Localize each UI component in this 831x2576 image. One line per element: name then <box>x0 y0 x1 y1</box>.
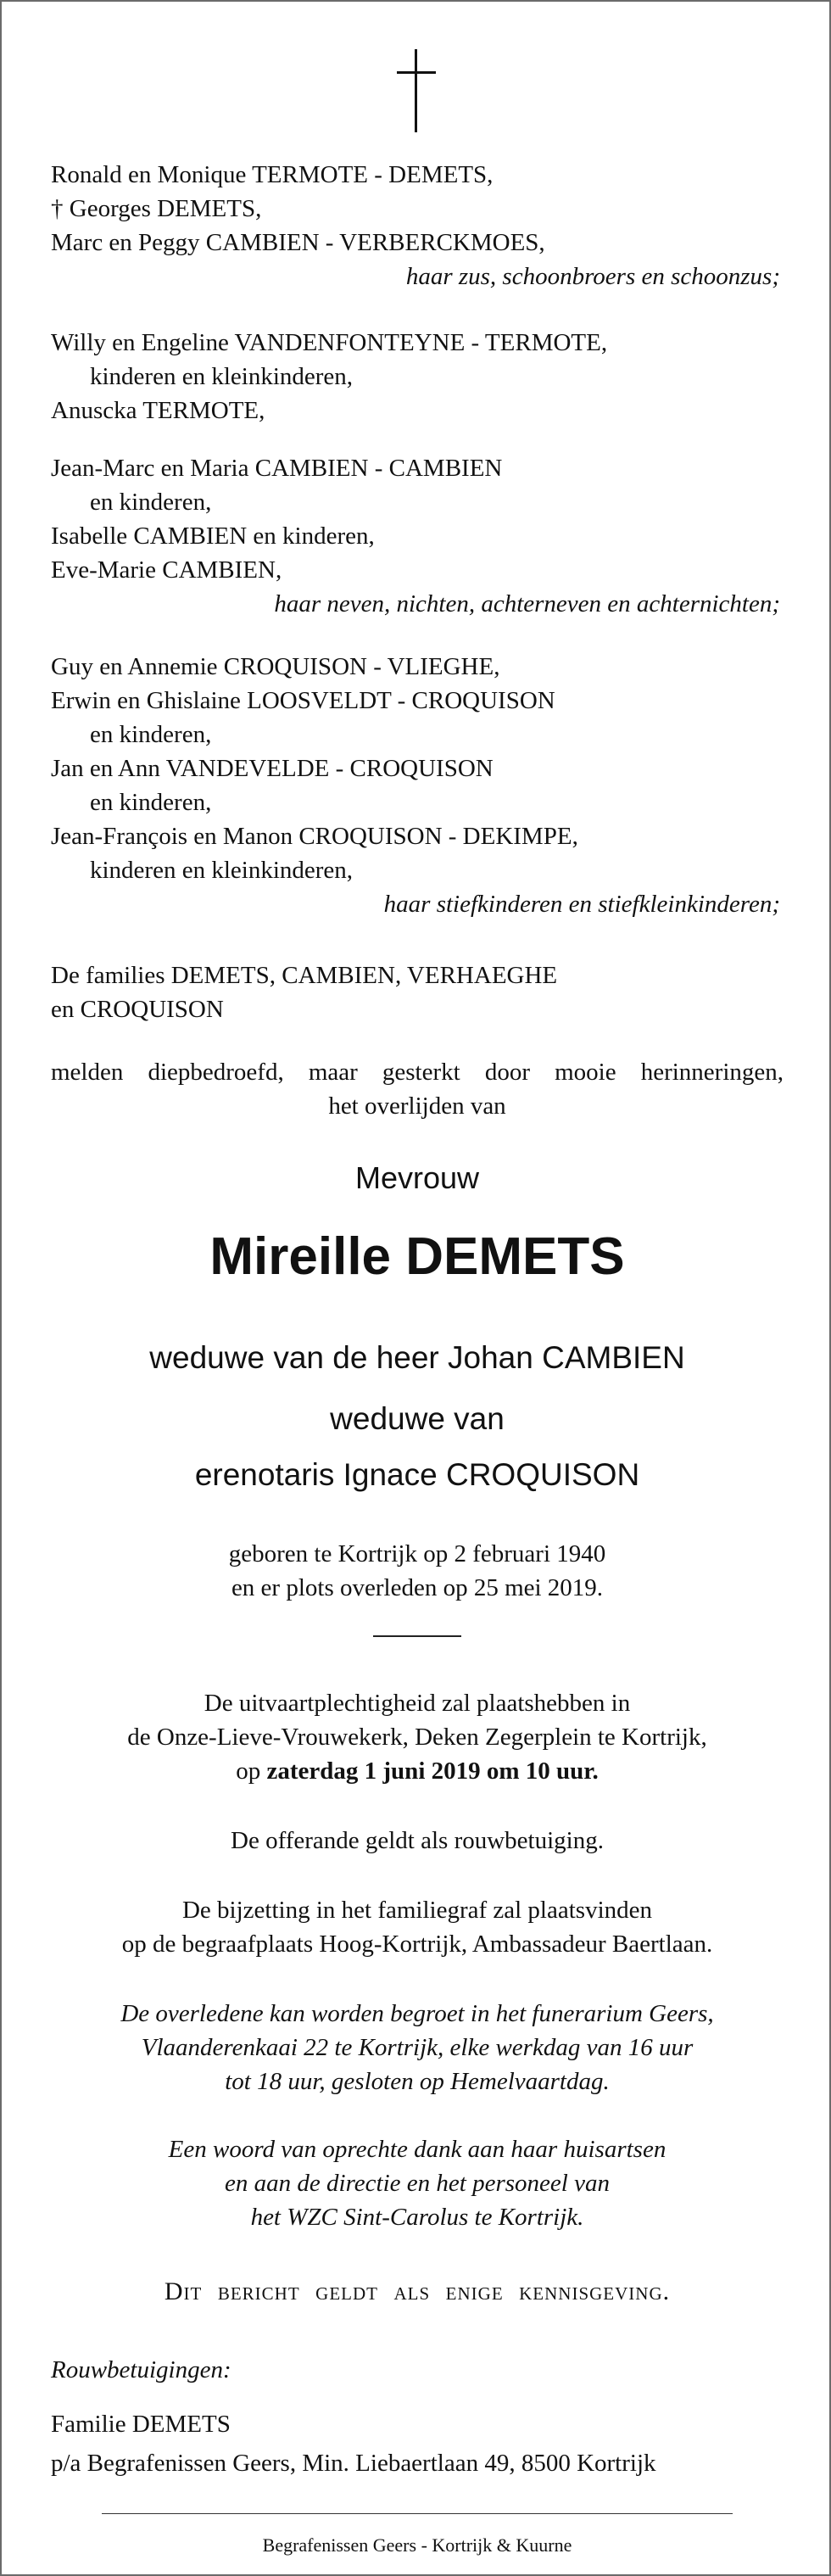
relation-line: haar zus, schoonbroers en schoonzus; <box>405 263 780 290</box>
funeral-date: zaterdag 1 juni 2019 om 10 uur. <box>266 1757 599 1785</box>
family-line: De families DEMETS, CAMBIEN, VERHAEGHE <box>51 962 558 989</box>
family-line: Anuscka TERMOTE, <box>51 397 265 424</box>
family-line: † Georges DEMETS, <box>51 195 262 222</box>
family-line: Guy en Annemie CROQUISON - VLIEGHE, <box>51 653 500 680</box>
family-line: kinderen en kleinkinderen, <box>90 857 354 884</box>
condolences-name: Familie DEMETS <box>51 2411 231 2438</box>
family-line: Marc en Peggy CAMBIEN - VERBERCKMOES, <box>51 229 545 256</box>
thanks-line: het WZC Sint-Carolus te Kortrijk. <box>250 2204 584 2231</box>
family-line: Willy en Engeline VANDENFONTEYNE - TERMOTE, <box>51 329 608 356</box>
family-line: Ronald en Monique TERMOTE - DEMETS, <box>51 161 494 188</box>
footer-text: Begrafenissen Geers - Kortrijk & Kuurne <box>262 2534 572 2556</box>
visitation-line: Vlaanderenkaai 22 te Kortrijk, elke werkdag van 16 uur <box>141 2034 694 2061</box>
family-line: kinderen en kleinkinderen, <box>90 363 354 390</box>
notice: Dit bericht geldt als enige kennisgeving. <box>164 2277 671 2305</box>
family-line: Jean-Marc en Maria CAMBIEN - CAMBIEN <box>51 455 503 482</box>
family-line: en kinderen, <box>90 789 212 816</box>
funeral-line: De uitvaartplechtigheid zal plaatshebben in <box>204 1690 631 1717</box>
widow-line: weduwe van <box>330 1401 505 1436</box>
family-line: Jan en Ann VANDEVELDE - CROQUISON <box>51 755 494 782</box>
widow-line: weduwe van de heer Johan CAMBIEN <box>149 1340 685 1375</box>
condolences-heading: Rouwbetuigingen: <box>51 2356 231 2383</box>
death-line: en er plots overleden op 25 mei 2019. <box>231 1574 604 1601</box>
family-line: en kinderen, <box>90 489 212 516</box>
deceased-name: Mireille DEMETS <box>209 1227 625 1286</box>
announcement-line: het overlijden van <box>328 1092 506 1120</box>
burial-line: op de begraafplaats Hoog-Kortrijk, Ambassadeur Baertlaan. <box>121 1931 713 1958</box>
family-line: Isabelle CAMBIEN en kinderen, <box>51 522 375 550</box>
visitation-line: tot 18 uur, gesloten op Hemelvaartdag. <box>225 2068 610 2095</box>
family-line: en kinderen, <box>90 721 212 748</box>
burial-line: De bijzetting in het familiegraf zal plaatsvinden <box>181 1897 653 1924</box>
funeral-date-line: op zaterdag 1 juni 2019 om 10 uur. <box>236 1757 599 1785</box>
cross-icon <box>397 49 436 132</box>
visitation-line: De overledene kan worden begroet in het funerarium Geers, <box>120 2000 714 2027</box>
thanks-line: en aan de directie en het personeel van <box>225 2170 610 2197</box>
family-line: Jean-François en Manon CROQUISON - DEKIMPE, <box>51 823 578 850</box>
announcement-line: melden diepbedroefd, maar gesterkt door mooie herinneringen, <box>51 1059 784 1086</box>
footer-divider <box>102 2513 733 2514</box>
funeral-line: de Onze-Lieve-Vrouwekerk, Deken Zegerplein te Kortrijk, <box>127 1724 707 1751</box>
relation-line: haar neven, nichten, achterneven en achternichten; <box>274 590 780 617</box>
widow-line: erenotaris Ignace CROQUISON <box>194 1457 640 1492</box>
thanks-line: Een woord van oprechte dank aan haar huisartsen <box>168 2136 666 2163</box>
family-line: Eve-Marie CAMBIEN, <box>51 556 282 584</box>
relation-line: haar stiefkinderen en stiefkleinkinderen; <box>383 891 780 918</box>
offering-line: De offerande geldt als rouwbetuiging. <box>231 1827 604 1854</box>
birth-line: geboren te Kortrijk op 2 februari 1940 <box>228 1540 606 1567</box>
family-line: Erwin en Ghislaine LOOSVELDT - CROQUISON <box>51 687 555 714</box>
divider <box>373 1635 461 1637</box>
family-line: en CROQUISON <box>51 996 224 1023</box>
condolences-address: p/a Begrafenissen Geers, Min. Liebaertlaan 49, 8500 Kortrijk <box>51 2450 656 2477</box>
salutation: Mevrouw <box>354 1160 480 1195</box>
